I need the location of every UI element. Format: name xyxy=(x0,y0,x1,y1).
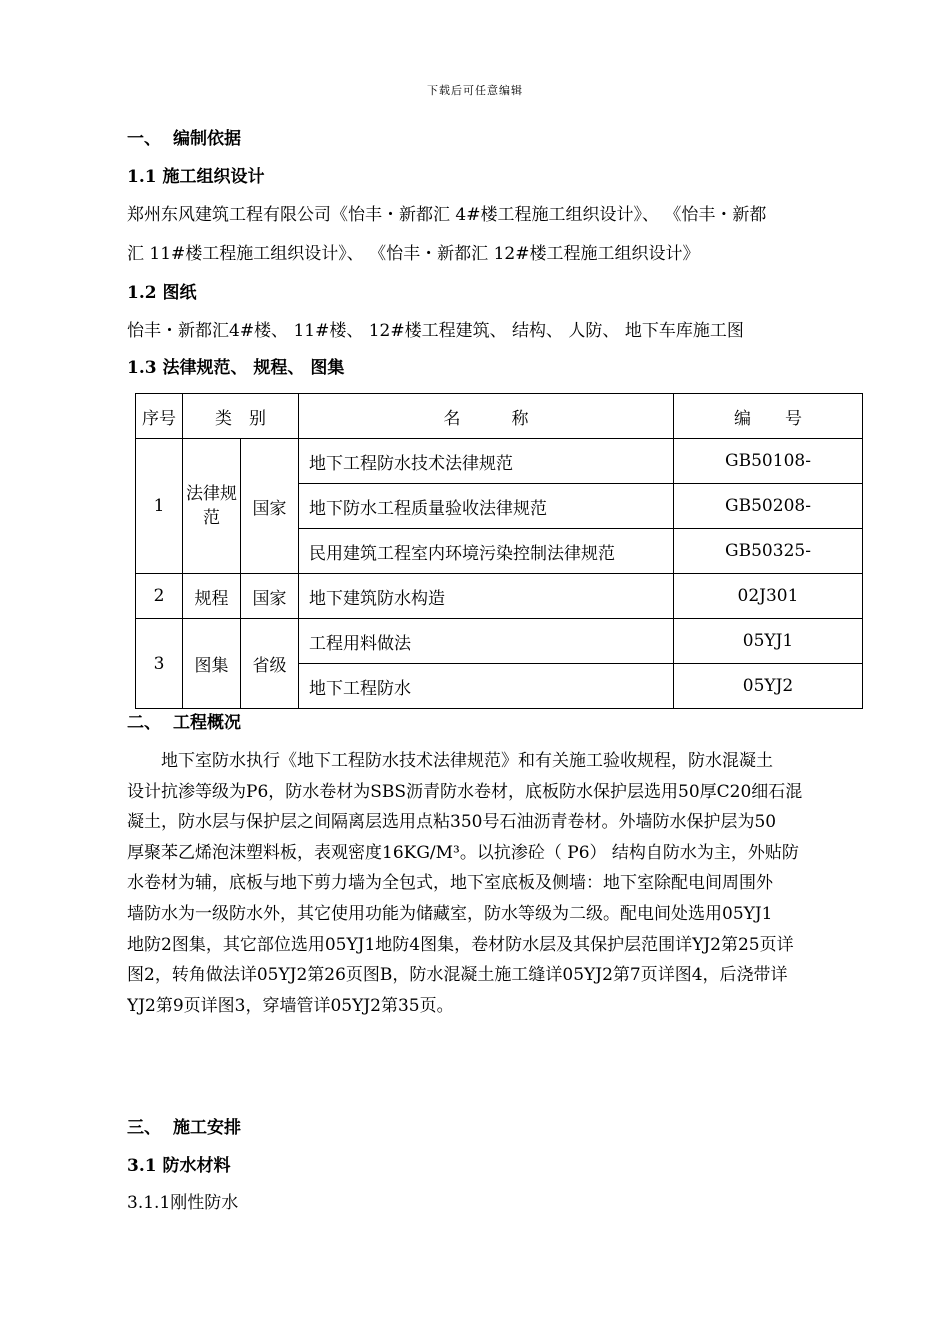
cell-level: 省级 xyxy=(241,619,299,709)
paragraph-line: 图2，转角做法详05YJ2第26页图B，防水混凝土施工缝详05YJ2第7页详图4，后浇带详 xyxy=(127,965,788,986)
header-seq: 序号 xyxy=(136,394,183,439)
cell-code: 02J301 xyxy=(674,574,863,619)
section-3-1-1-heading: 3.1.1刚性防水 xyxy=(127,1193,239,1213)
cell-seq: 2 xyxy=(136,574,183,619)
header-code: 编 号 xyxy=(674,394,863,439)
cell-name: 民用建筑工程室内环境污染控制法律规范 xyxy=(299,529,674,574)
paragraph-line: 水卷材为辅，底板与地下剪力墙为全包式，地下室底板及侧墙：地下室除配电间周围外 xyxy=(127,873,773,894)
section-1-number: 一、 xyxy=(127,129,161,149)
section-1-1-line-2: 汇 11#楼工程施工组织设计》、 《怡丰・新都汇 12#楼工程施工组织设计》 xyxy=(127,244,700,264)
paragraph-line: 凝土，防水层与保护层之间隔离层选用点粘350号石油沥青卷材。外墙防水保护层为50 xyxy=(127,812,777,833)
header-name: 名 称 xyxy=(299,394,674,439)
section-1-heading xyxy=(127,127,867,151)
cell-category: 规程 xyxy=(183,574,241,619)
section-3-title: 施工安排 xyxy=(173,1118,241,1138)
cell-code: GB50208- xyxy=(674,484,863,529)
table-header-row xyxy=(136,394,863,439)
paragraph-line: YJ2第9页详图3，穿墙管详05YJ2第35页。 xyxy=(127,995,454,1016)
section-1-1-line-1: 郑州东风建筑工程有限公司《怡丰・新都汇 4#楼工程施工组织设计》、 《怡丰・新都 xyxy=(127,205,767,225)
section-1-3-heading: 1.3 法律规范、 规程、 图集 xyxy=(127,358,345,378)
table-row xyxy=(136,439,863,484)
section-1-title: 编制依据 xyxy=(173,129,241,149)
cell-name: 地下建筑防水构造 xyxy=(299,574,674,619)
cell-seq: 3 xyxy=(136,619,183,709)
table-row xyxy=(136,574,863,619)
paragraph-line: 设计抗渗等级为P6，防水卷材为SBS沥青防水卷材，底板防水保护层选用50厚C20细石混 xyxy=(127,781,803,802)
cell-category: 图集 xyxy=(183,619,241,709)
standards-table xyxy=(135,393,863,709)
section-2-heading xyxy=(127,711,867,735)
cell-level: 国家 xyxy=(241,574,299,619)
section-3-number: 三、 xyxy=(127,1118,161,1138)
cell-category: 法律规范 xyxy=(183,439,241,574)
paragraph-line: 墙防水为一级防水外，其它使用功能为储藏室，防水等级为二级。配电间处选用05YJ1 xyxy=(127,903,773,924)
section-1-1-heading: 1.1 施工组织设计 xyxy=(127,167,265,187)
cell-name: 地下防水工程质量验收法律规范 xyxy=(299,484,674,529)
cell-code: 05YJ2 xyxy=(674,664,863,709)
table-row xyxy=(136,619,863,664)
cell-name: 地下工程防水 xyxy=(299,664,674,709)
cell-code: GB50325- xyxy=(674,529,863,574)
section-2-number: 二、 xyxy=(127,713,161,733)
section-1-2-heading: 1.2 图纸 xyxy=(127,283,197,303)
page-header: 下载后可任意编辑 xyxy=(427,84,523,97)
section-3-heading xyxy=(127,1116,867,1140)
section-1-2-line: 怡丰・新都汇4#楼、 11#楼、 12#楼工程建筑、 结构、 人防、 地下车库施工图 xyxy=(127,321,744,341)
paragraph-line: 地下室防水执行《地下工程防水技术法律规范》和有关施工验收规程，防水混凝土 xyxy=(127,751,773,771)
cell-seq: 1 xyxy=(136,439,183,574)
cell-code: GB50108- xyxy=(674,439,863,484)
header-category: 类 别 xyxy=(183,394,299,439)
cell-name: 地下工程防水技术法律规范 xyxy=(299,439,674,484)
cell-level: 国家 xyxy=(241,439,299,574)
section-3-1-heading: 3.1 防水材料 xyxy=(127,1156,231,1176)
cell-code: 05YJ1 xyxy=(674,619,863,664)
paragraph-line: 地防2图集，其它部位选用05YJ1地防4图集，卷材防水层及其保护层范围详YJ2第25页详 xyxy=(127,934,794,955)
section-2-paragraph xyxy=(127,746,860,1021)
section-2-title: 工程概况 xyxy=(173,713,241,733)
cell-name: 工程用料做法 xyxy=(299,619,674,664)
paragraph-line: 厚聚苯乙烯泡沫塑料板，表观密度16KG/M³。以抗渗砼（ P6） 结构自防水为主，外贴防 xyxy=(127,842,799,863)
